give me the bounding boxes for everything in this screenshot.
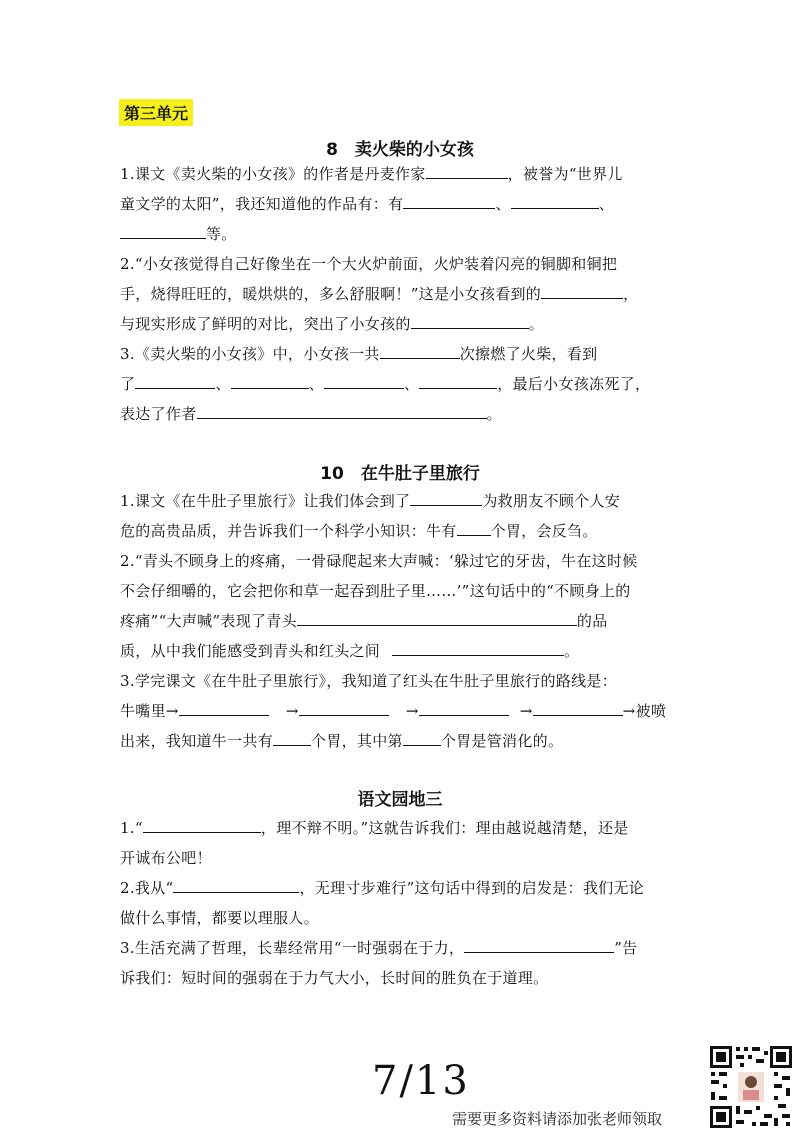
s2-q3-line2: 牛嘴里→ → → → →被喷 xyxy=(120,702,667,720)
s1-q2-line3: 与现实形成了鲜明的对比，突出了小女孩的 。 xyxy=(120,315,545,333)
s3-q3-line1: 3.生活充满了哲理，长辈经常用“一时强弱在于力， ”告 xyxy=(120,939,638,957)
page-number: 7/13 xyxy=(372,1058,470,1104)
s2-q2-line4: 质，从中我们能感受到青头和红头之间 。 xyxy=(120,642,580,660)
s1-q3-line2: 了 、 、 、 ，最后小女孩冻死了， xyxy=(120,375,651,393)
s3-q2-line1: 2.我从“ ，无理寸步难行”这句话中得到的启发是：我们无论 xyxy=(120,879,645,897)
s1-q1-line1: 1.课文《卖火柴的小女孩》的作者是丹麦作家 ，被誉为“世界儿 xyxy=(120,165,623,183)
s1-q3-line1: 3.《卖火柴的小女孩》中，小女孩一共 次擦燃了火柴，看到 xyxy=(120,345,598,363)
s2-q3-line3: 出来，我知道牛一共有 个胃，其中第 个胃是管消化的。 xyxy=(120,732,564,750)
s2-q2-line3: 疼痛”“大声喊”表现了青头 的品 xyxy=(120,612,608,630)
lesson-title-10: 10 在牛肚子里旅行 xyxy=(320,464,480,484)
s2-q2-line2: 不会仔细嚼的，它会把你和草一起吞到肚子里……’”这句话中的“不顾身上的 xyxy=(120,582,631,600)
lesson-title-8: 8 卖火柴的小女孩 xyxy=(326,140,474,160)
s2-q2-line1: 2.“青头不顾身上的疼痛，一骨碌爬起来大声喊：‘躲过它的牙齿，牛在这时候 xyxy=(120,552,638,570)
s2-q1-line1: 1.课文《在牛肚子里旅行》让我们体会到了 为救朋友不顾个人安 xyxy=(120,492,621,510)
s1-q3-line3: 表达了作者 。 xyxy=(120,405,502,423)
footer-note: 需要更多资料请添加张老师领取 xyxy=(452,1110,663,1128)
s1-q1-line2: 童文学的太阳”，我还知道他的作品有：有 、 、 xyxy=(120,195,614,213)
s3-q3-line2: 诉我们：短时间的强弱在于力气大小，长时间的胜负在于道理。 xyxy=(120,969,549,987)
s2-q1-line2: 危的高贵品质，并告诉我们一个科学小知识：牛有 个胃，会反刍。 xyxy=(120,522,598,540)
s2-q3-line1: 3.学完课文《在牛肚子里旅行》，我知道了红头在牛肚子里旅行的路线是： xyxy=(120,672,618,690)
s1-q2-line2: 手，烧得旺旺的，暖烘烘的，多么舒服啊！”这是小女孩看到的 ， xyxy=(120,285,639,303)
s1-q2-line1: 2.“小女孩觉得自己好像坐在一个大火炉前面，火炉装着闪亮的铜脚和铜把 xyxy=(120,255,618,273)
unit-label: 第三单元 xyxy=(119,99,193,126)
s3-q1-line2: 开诚布公吧！ xyxy=(120,849,212,867)
s3-q2-line2: 做什么事情，都要以理服人。 xyxy=(120,909,319,927)
section-title-yuwen-yuandi: 语文园地三 xyxy=(357,790,443,810)
s3-q1-line1: 1.“ ，理不辩不明。”这就告诉我们：理由越说越清楚，还是 xyxy=(120,819,629,837)
s1-q1-line3: 等。 xyxy=(120,223,237,244)
qr-code-icon xyxy=(708,1044,794,1130)
